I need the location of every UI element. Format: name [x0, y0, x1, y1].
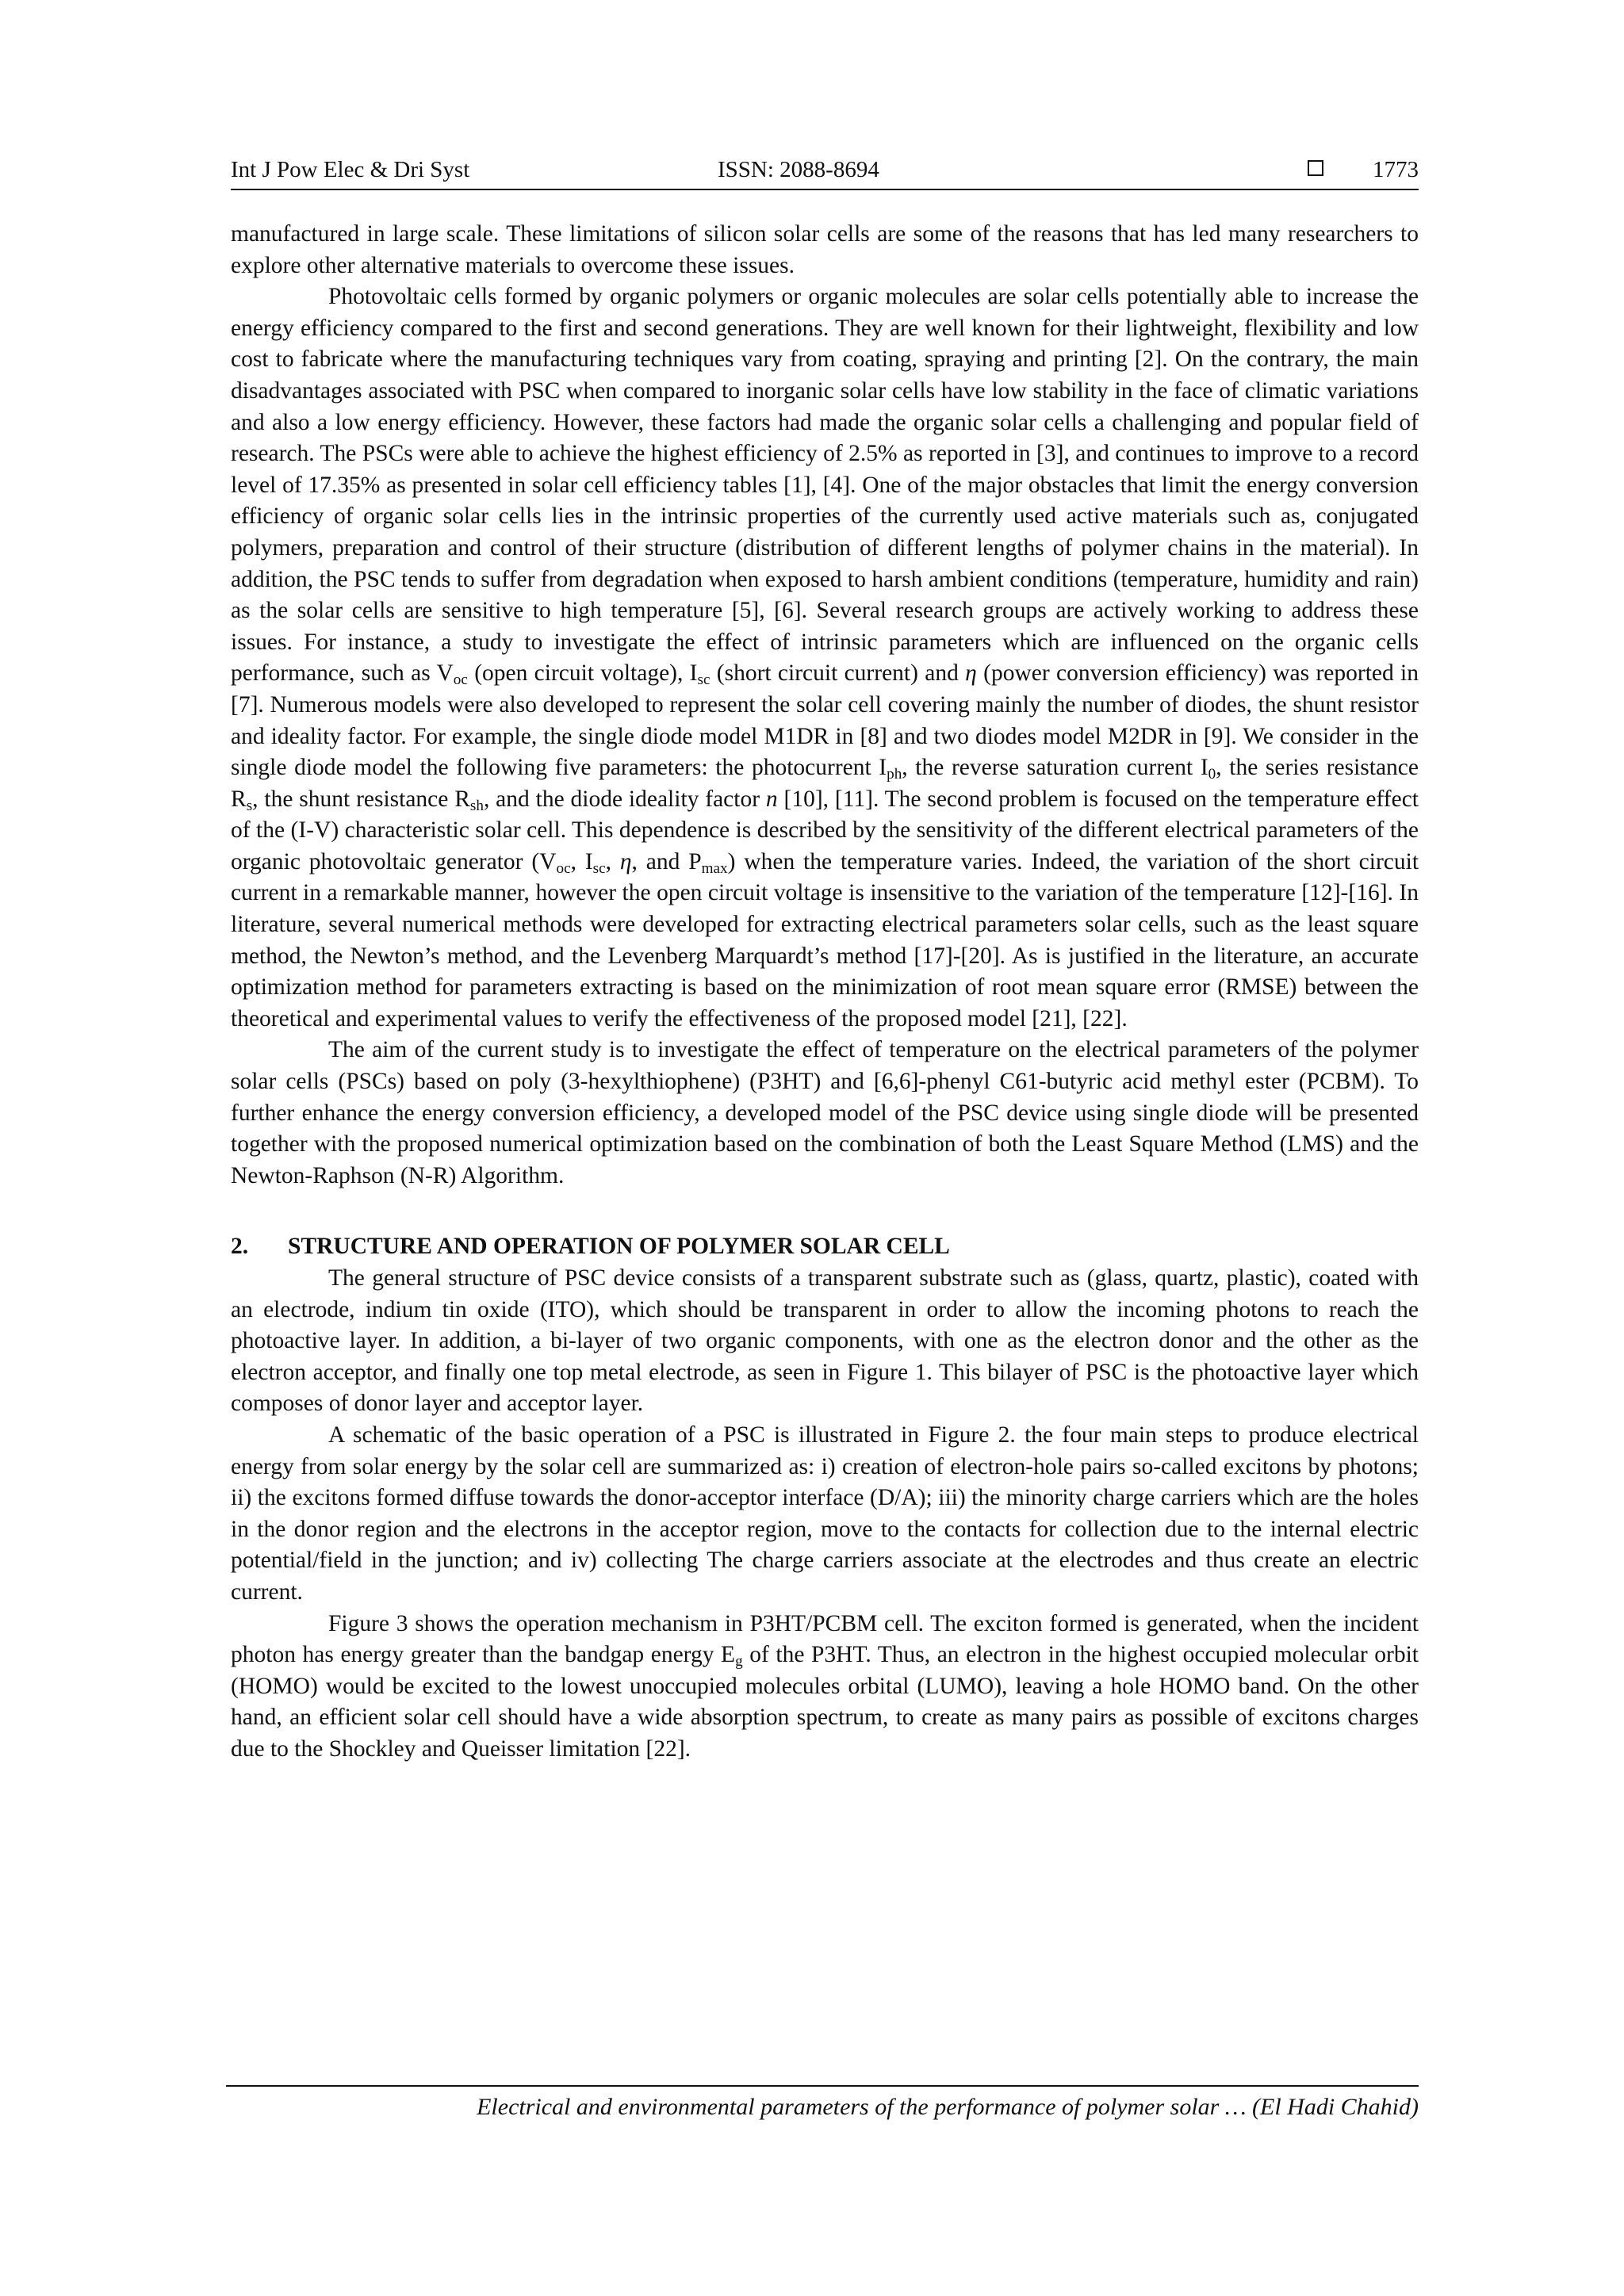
running-header: [231, 154, 1419, 189]
paragraph-4: The general structure of PSC device consists of a transparent substrate such as (glass, quartz, plastic), coated with an electrode, indium tin oxide (ITO), which should be transparent in order to allow the incoming photons to reach the photoactive layer. In addition, a bi-layer of two organic components, with one as the electron donor and the other as the electron acceptor, and finally one top metal electrode, as seen in Figure 1. This bilayer of PSC is the photoactive layer which composes of donor layer and acceptor layer.: [231, 1265, 1419, 1417]
section-heading: [231, 1231, 1419, 1263]
paragraph-1: manufactured in large scale. These limitations of silicon solar cells are some of the reasons that has led many researchers to explore other alternative materials to overcome these issues.: [231, 221, 1419, 278]
footer-rule: [226, 2085, 1419, 2087]
paragraph-2: Photovoltaic cells formed by organic polymers or organic molecules are solar cells potentially able to increase the energy efficiency compared to the first and second generations. They are well known for their lightweight, flexibility and low cost to fabricate where the manufacturing techniques vary from coating, spraying and printing [2]. On the contrary, the main disadvantages associated with PSC when compared to inorganic solar cells have low stability in the face of climatic variations and also a low energy efficiency. However, these factors had made the organic solar cells a challenging and popular field of research. The PSCs were able to achieve the highest efficiency of 2.5% as reported in [3], and continues to improve to a record level of 17.35% as presented in solar cell efficiency tables [1], [4]. One of the major obstacles that limit the energy conversion efficiency of organic solar cells lies in the intrinsic properties of the currently used active materials such as, conjugated polymers, preparation and control of their structure (distribution of different lengths of polymer chains in the material). In addition, the PSC tends to suffer from degradation when exposed to harsh ambient conditions (temperature, humidity and rain) as the solar cells are sensitive to high temperature [5], [6]. Several research groups are actively working to address these issues. For instance, a study to investigate the effect of intrinsic parameters which are influenced on the organic cells performance, such as $V_{oc}$ (open circuit voltage), $I_{sc}$ (short circuit current) and η (power conversion efficiency) was reported in [7]. Numerous models were also developed to represent the solar cell covering mainly the number of diodes, the shunt resistor and ideality factor. For example, the single diode model M1DR in [8] and two diodes model M2DR in [9]. We consider in the single diode model the following five parameters: the photocurrent $I_{ph}$, the reverse saturation current $I_0$, the series resistance $R_s$, the shunt resistance $R_{sh}$, and the diode ideality factor n [10], [11]. The second problem is focused on the temperature effect of the (I-V) characteristic solar cell. This dependence is described by the sensitivity of the different electrical parameters of the organic photovoltaic generator ($V_{oc}$, $I_{sc}$, η, and $P_{max}$) when the temperature varies. Indeed, the variation of the short circuit current in a remarkable manner, however the open circuit voltage is insensitive to the variation of the temperature [12]-[16]. In literature, several numerical methods were developed for extracting electrical parameters solar cells, such as the least square method, the Newton’s method, and the Levenberg Marquardt’s method [17]-[20]. As is justified in the literature, an accurate optimization method for parameters extracting is based on the minimization of root mean square error (RMSE) between the theoretical and experimental values to verify the effectiveness of the proposed model [21], [22].: [231, 284, 1419, 1031]
body-text: [231, 219, 1419, 1766]
header-rule: [231, 189, 1419, 190]
journal-name: Int J Pow Elec & Dri Syst: [231, 157, 470, 182]
running-footer: Electrical and environmental parameters of the performance of polymer solar … (El Hadi Chahid): [477, 2094, 1419, 2120]
checkbox-square-icon: [1308, 160, 1323, 176]
paragraph-6: Figure 3 shows the operation mechanism in P3HT/PCBM cell. The exciton formed is generated, when the incident photon has energy greater than the bandgap energy $E_g$ of the P3HT. Thus, an electron in the highest occupied molecular orbit (HOMO) would be excited to the lowest unoccupied molecules orbital (LUMO), leaving a hole HOMO band. On the other hand, an efficient solar cell should have a wide absorption spectrum, to create as many pairs as possible of excitons charges due to the Shockley and Queisser limitation [22].: [231, 1610, 1419, 1762]
section-title: STRUCTURE AND OPERATION OF POLYMER SOLAR CELL: [288, 1234, 950, 1260]
issn: ISSN: 2088-8694: [718, 157, 879, 182]
paragraph-5: A schematic of the basic operation of a PSC is illustrated in Figure 2. the four main steps to produce electrical energy from solar energy by the solar cell are summarized as: i) creation of electron-hole pairs so-called excitons by photons; ii) the excitons formed diffuse towards the donor-acceptor interface (D/A); iii) the minority charge carriers which are the holes in the donor region and the electrons in the acceptor region, move to the contacts for collection due to the internal electric potential/field in the junction; and iv) collecting The charge carriers associate at the electrodes and thus create an electric current.: [231, 1422, 1419, 1605]
paragraph-3: The aim of the current study is to investigate the effect of temperature on the electrical parameters of the polymer solar cells (PSCs) based on poly (3-hexylthiophene) (P3HT) and [6,6]-phenyl C61-butyric acid methyl ester (PCBM). To further enhance the energy conversion efficiency, a developed model of the PSC device using single diode will be presented together with the proposed numerical optimization based on the combination of both the Least Square Method (LMS) and the Newton-Raphson (N-R) Algorithm.: [231, 1037, 1419, 1188]
page-number: 1773: [1373, 157, 1419, 182]
section-number: 2.: [231, 1234, 249, 1260]
